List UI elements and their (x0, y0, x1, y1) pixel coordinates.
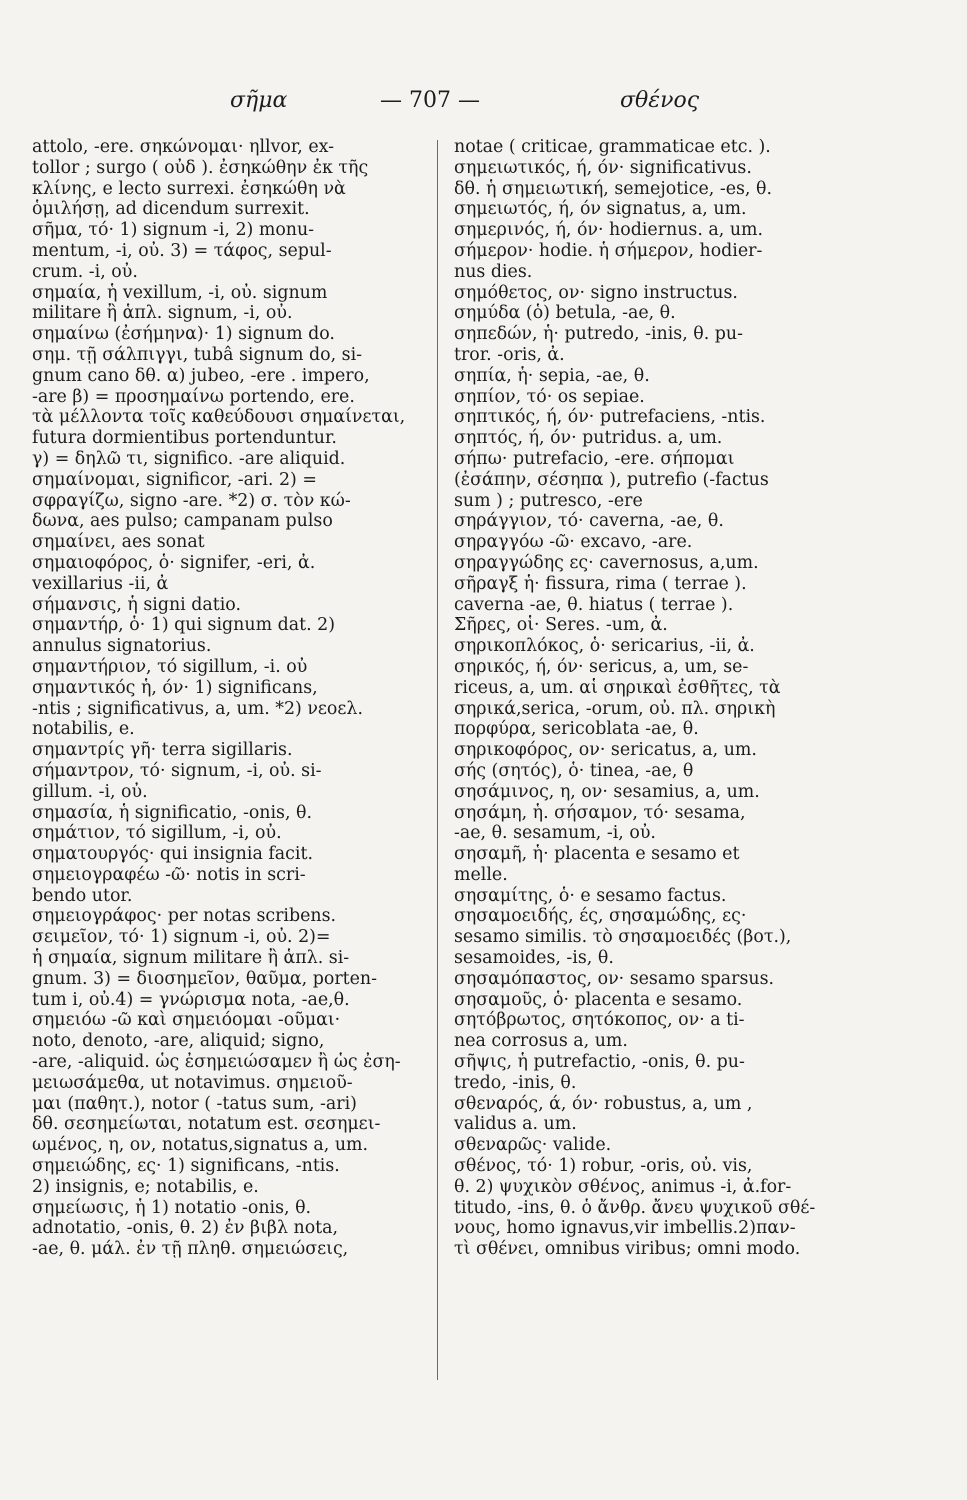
left-column-line: δθ. σεσημείωται, notatum est. σεσημει- (32, 1114, 381, 1135)
left-column-line: attolo, -ere. σηκώνομαι· ηllvor, ex- (32, 137, 334, 157)
left-column-line: gnum cano δθ. α) jubeo, -ere . impero, (32, 365, 370, 386)
right-column-line: σημόθετος, ον· signo instructus. (454, 282, 738, 303)
right-column-line: σησαμῆ, ἡ· placenta e sesamo et (454, 844, 740, 865)
left-column-line: σημ. τῇ σάλπιγγι, tubâ signum do, si- (32, 344, 363, 365)
right-column-line: δθ. ἡ σημειωτική, semejotice, -es, θ. (454, 178, 772, 199)
right-column-line: tror. -oris, ἀ. (454, 344, 565, 365)
right-column-line: σησαμίτης, ὁ· e sesamo factus. (454, 885, 727, 906)
right-column-line: σηράγγιον, τό· caverna, -ae, θ. (454, 511, 724, 532)
left-column-line: σηματουργός· qui insignia facit. (32, 844, 313, 865)
left-column-line: ἡ σημαία, signum militare ἢ ἁπλ. si- (32, 948, 350, 969)
left-column-line: -are β) = προσημαίνω portendo, ere. (32, 386, 355, 407)
right-column-line: σημερινός, ή, όν· hodiernus. a, um. (454, 220, 764, 241)
right-column-line: σθεναρός, ά, όν· robustus, a, um , (454, 1093, 753, 1114)
right-column-line: σῆραγξ ἡ· fissura, rima ( terrae ). (454, 573, 747, 594)
right-column-line: (ἐσάπην, σέσηπα ), putrefio (-factus (454, 469, 769, 490)
right-column-line: Σῆρες, οἱ· Seres. -um, ἀ. (454, 615, 668, 636)
right-column-line: melle. (454, 864, 508, 885)
right-column (454, 137, 938, 1260)
right-column-line: σηρικά,serica, -orum, οὐ. πλ. σηρικὴ (454, 698, 776, 719)
left-column-line: σημαία, ἡ vexillum, -i, οὐ. signum (32, 282, 328, 303)
left-column-line: σημαίνομαι, significor, -ari. 2) = (32, 469, 317, 490)
left-column-line: σημαντήριον, τό sigillum, -i. οὐ (32, 656, 308, 677)
left-column-line: -ntis ; significativus, a, um. *2) νεοελ. (32, 698, 363, 719)
left-column-line: σημαντικός ἡ, όν· 1) significans, (32, 677, 318, 698)
right-column-line: σησάμη, ἡ. σήσαμον, τό· sesama, (454, 802, 746, 823)
right-column-line: νους, homo ignavus,vir imbellis.2)παν- (454, 1218, 796, 1239)
left-column-line: σήμανσις, ἡ signi datio. (32, 594, 241, 615)
right-column-line: σηπία, ἡ· sepia, -ae, θ. (454, 365, 650, 386)
left-column-line: gillum. -i, οὐ. (32, 781, 148, 802)
right-column-line: sum ) ; putresco, -ere (454, 490, 643, 511)
left-column-line: σημαιοφόρος, ὁ· signifer, -eri, ἀ. (32, 552, 316, 573)
right-column-line: σῆψις, ἡ putrefactio, -onis, θ. pu- (454, 1052, 745, 1073)
left-column-line: σημειόω -ῶ καὶ σημειόομαι -οῦμαι· (32, 1010, 341, 1031)
right-column-line: σθένος, τό· 1) robur, -oris, οὐ. vis, (454, 1156, 753, 1177)
right-column-line: σηπίον, τό· os sepiae. (454, 386, 645, 407)
left-column-line: futura dormientibus portenduntur. (32, 428, 337, 449)
right-column-line: σηρικός, ή, όν· sericus, a, um, se- (454, 656, 749, 677)
left-column-line: notabilis, e. (32, 719, 135, 740)
right-column-line: σηπεδών, ἡ· putredo, -inis, θ. pu- (454, 324, 743, 345)
left-column-line: annulus signatorius. (32, 636, 212, 657)
left-column-line: σειμεῖον, τό· 1) signum -i, οὐ. 2)= (32, 927, 331, 948)
right-column-line: θ. 2) ψυχικὸν σθένος, animus -i, ἀ.for- (454, 1176, 792, 1197)
left-column-line: γ) = δηλῶ τι, significo. -are aliquid. (32, 448, 346, 469)
left-column-line: 2) insignis, e; notabilis, e. (32, 1176, 259, 1197)
left-column-line: σημειογραφέω -ῶ· notis in scri- (32, 864, 306, 885)
right-column-line: σηρικοπλόκος, ὁ· sericarius, -ii, ἀ. (454, 636, 755, 657)
right-column-line: σθεναρῶς· valide. (454, 1135, 612, 1156)
right-column-line: σητόβρωτος, σητόκοπος, ον· a ti- (454, 1010, 745, 1031)
left-column-line: militare ἢ ἁπλ. signum, -i, οὐ. (32, 303, 293, 324)
right-column-line: -ae, θ. sesamum, -i, οὐ. (454, 823, 656, 844)
right-column-line: notae ( criticae, grammaticae etc. ). (454, 137, 771, 157)
left-column-line: noto, denoto, -are, aliquid; signo, (32, 1031, 325, 1052)
right-column-line: σημειωτός, ή, όν signatus, a, um. (454, 199, 747, 220)
left-column-line: τὰ μέλλοντα τοῖς καθεύδουσι σημαίνεται, (32, 407, 406, 428)
column-divider (437, 140, 438, 1380)
left-column-line: σημασία, ἡ significatio, -onis, θ. (32, 802, 313, 823)
left-column-line: σφραγίζω, signo -are. *2) σ. τὸν κώ- (32, 490, 351, 511)
left-column-line: σημαντρίς γῆ· terra sigillaris. (32, 740, 293, 761)
right-column-line: τὶ σθένει, omnibus viribus; omni modo. (454, 1239, 801, 1260)
right-column-line: σημειωτικός, ή, όν· significativus. (454, 157, 752, 178)
left-column-line: σημαντήρ, ὁ· 1) qui signum dat. 2) (32, 615, 335, 636)
left-column-line: δωνα, aes pulso; campanam pulso (32, 511, 333, 532)
right-column-line: πορφύρα, sericoblata -ae, θ. (454, 719, 699, 740)
left-column (32, 137, 432, 1260)
left-column-line: tollor ; surgo ( οὐδ ). ἐσηκώθην ἐκ τῆς (32, 157, 369, 178)
left-column-line: crum. -i, οὐ. (32, 261, 138, 282)
left-column-line: σημειώδης, ες· 1) significans, -ntis. (32, 1156, 340, 1177)
left-column-line: μειωσάμεθα, ut notavimus. σημειοῦ- (32, 1072, 353, 1093)
left-column-line: -ae, θ. μάλ. ἐν τῇ πληθ. σημειώσεις, (32, 1239, 349, 1260)
left-column-line: σῆμα, τό· 1) signum -i, 2) monu- (32, 220, 315, 241)
right-column-line: σηπτικός, ή, όν· putrefaciens, -ntis. (454, 407, 766, 428)
right-column-line: σημύδα (ὁ) betula, -ae, θ. (454, 303, 676, 324)
right-column-line: nus dies. (454, 261, 533, 282)
left-column-line: ωμένος, η, ον, notatus,signatus a, um. (32, 1135, 369, 1156)
right-column-line: σήπω· putrefacio, -ere. σήπομαι (454, 448, 735, 469)
left-column-line: μαι (παθητ.), notor ( -tatus sum, -ari) (32, 1093, 357, 1114)
page-number: — 707 — (380, 88, 480, 113)
left-column-line: -are, -aliquid. ὡς ἐσημειώσαμεν ἢ ὡς ἐση- (32, 1052, 401, 1073)
right-column-line: σησαμόπαστος, ον· sesamo sparsus. (454, 968, 775, 989)
left-column-line: gnum. 3) = διοσημεῖον, θαῦμα, porten- (32, 968, 377, 989)
left-column-line: κλίνης, e lecto surrexi. ἐσηκώθη νὰ (32, 178, 346, 199)
right-column-line: σηπτός, ή, όν· putridus. a, um. (454, 428, 723, 449)
right-column-line: sesamoides, -is, θ. (454, 948, 614, 969)
left-column-line: σημειογράφος· per notas scribens. (32, 906, 337, 927)
left-column-line: σημαίνω (ἐσήμηνα)· 1) signum do. (32, 324, 335, 345)
left-column-line: ὁμιλήσῃ, ad dicendum surrexit. (32, 199, 310, 220)
right-column-line: riceus, a, um. αἱ σηρικαὶ ἐσθῆτες, τὰ (454, 677, 781, 698)
left-column-line: bendo utor. (32, 885, 133, 906)
right-column-line: sesamo similis. τὸ σησαμοειδές (βοτ.), (454, 927, 792, 948)
left-column-line: σημαίνει, aes sonat (32, 532, 205, 553)
header-right-word: σθένος (620, 88, 700, 113)
right-column-line: σηραγγώδης ες· cavernosus, a,um. (454, 552, 759, 573)
left-column-line: σημείωσις, ἡ 1) notatio -onis, θ. (32, 1197, 312, 1218)
left-column-line: σημάτιον, τό sigillum, -i, οὐ. (32, 823, 282, 844)
right-column-line: σησαμοειδής, ές, σησαμώδης, ες· (454, 906, 747, 927)
left-column-line: tum i, οὐ.4) = γνώρισμα nota, -ae,θ. (32, 989, 350, 1010)
right-column-line: σησάμινος, η, ον· sesamius, a, um. (454, 781, 760, 802)
right-column-line: σήμερον· hodie. ἡ σήμερον, hodier- (454, 240, 763, 261)
left-column-line: adnotatio, -onis, θ. 2) ἐν βιβλ nota, (32, 1218, 339, 1239)
page-header (0, 88, 967, 128)
right-column-line: nea corrosus a, um. (454, 1031, 628, 1052)
left-column-line: mentum, -i, οὐ. 3) = τάφος, sepul- (32, 240, 332, 261)
header-left-word: σῆμα (230, 88, 288, 113)
right-column-line: σησαμοῦς, ὁ· placenta e sesamo. (454, 989, 743, 1010)
right-column-line: tredo, -inis, θ. (454, 1072, 577, 1093)
right-column-line: σής (σητός), ὁ· tinea, -ae, θ (454, 760, 694, 781)
right-column-line: titudo, -ins, θ. ὁ ἄνθρ. ἄνευ ψυχικοῦ σθέ- (454, 1197, 816, 1218)
left-column-line: σήμαντρον, τό· signum, -i, οὐ. si- (32, 760, 322, 781)
right-column-line: validus a. um. (454, 1114, 577, 1135)
right-column-line: σηραγγόω -ῶ· excavo, -are. (454, 532, 693, 553)
right-column-line: caverna -ae, θ. hiatus ( terrae ). (454, 594, 734, 615)
right-column-line: σηρικοφόρος, ον· sericatus, a, um. (454, 740, 757, 761)
left-column-line: vexillarius -ii, ἀ (32, 573, 169, 594)
